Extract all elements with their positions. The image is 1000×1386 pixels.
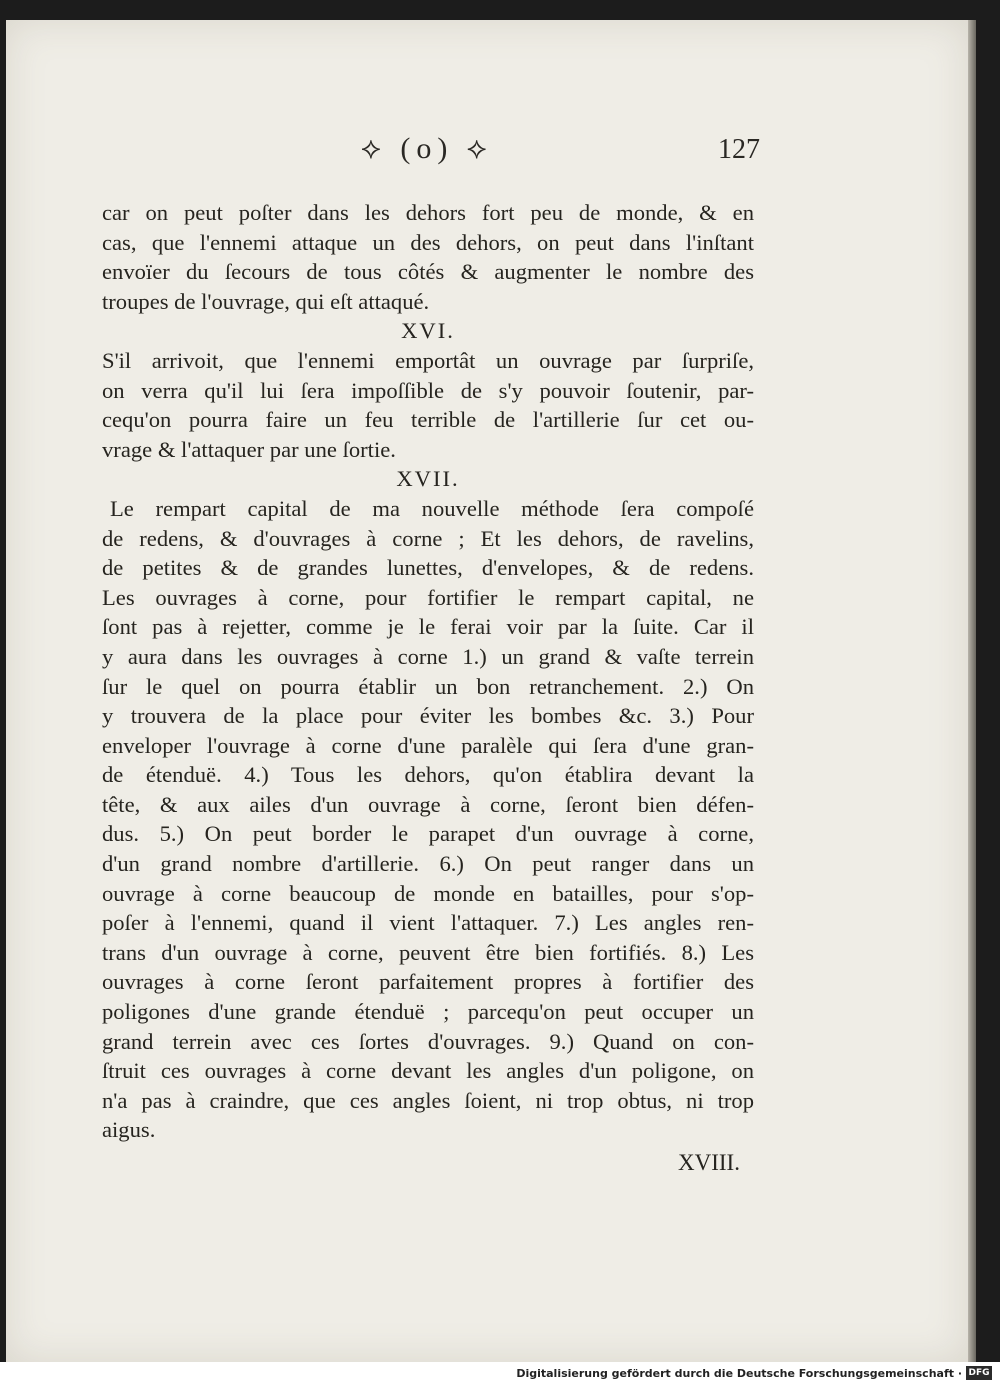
text-line: Les ouvrages à corne, pour fortifier le rempart capital, ne	[102, 584, 754, 610]
page-edge	[968, 20, 976, 1362]
text-line: n'a pas à craindre, que ces angles ſoient, ni trop obtus, ni trop	[102, 1087, 754, 1113]
text-line: tête, & aux ailes d'un ouvrage à corne, ſeront bien défen-	[102, 791, 754, 817]
text-line: y aura dans les ouvrages à corne 1.) un grand & vaſte terrein	[102, 643, 754, 669]
text-line: poligones d'une grande étenduë ; parcequ'on peut occuper un	[102, 999, 754, 1025]
text-line: troupes de l'ouvrage, qui eſt attaqué.	[102, 288, 430, 314]
text-line: ſur le quel on pourra établir un bon retranchement. 2.) On	[102, 673, 754, 699]
text-line: cas, que l'ennemi attaque un des dehors, on peut dans l'inſtant	[102, 229, 754, 255]
text-line: ſont pas à rejetter, comme je le ferai voir par la ſuite. Car il	[102, 614, 754, 640]
header-ornament: ⟡ (o) ⟡	[361, 132, 493, 165]
paragraph-3	[102, 494, 754, 1145]
funding-credit: Digitalisierung gefördert durch die Deutsche Forschungsgemeinschaft ·	[516, 1367, 962, 1380]
text-line: d'un grand nombre d'artillerie. 6.) On peut ranger dans un	[102, 851, 754, 877]
text-line: ouvrages à corne ſeront parfaitement propres à fortifier des	[102, 969, 754, 995]
text-line: car on peut poſter dans les dehors fort peu de monde, & en	[102, 200, 754, 225]
text-line: enveloper l'ouvrage à corne d'une paralèle qui ſera d'une gran-	[102, 732, 754, 758]
text-line: dus. 5.) On peut border le parapet d'un ouvrage à corne,	[102, 821, 754, 847]
text-line: de étenduë. 4.) Tous les dehors, qu'on établira devant la	[102, 762, 754, 788]
text-line: S'il arrivoit, que l'ennemi emportât un ouvrage par ſurpriſe,	[102, 347, 754, 373]
body-text	[102, 198, 754, 1145]
page-number: 127	[718, 134, 760, 165]
text-line: ouvrage à corne beaucoup de monde en batailles, pour s'op-	[102, 880, 754, 906]
catchword: XVIII.	[678, 1150, 740, 1175]
text-line: poſer à l'ennemi, quand il vient l'attaquer. 7.) Les angles ren-	[102, 910, 754, 936]
text-line: trans d'un ouvrage à corne, peuvent être bien fortifiés. 8.) Les	[102, 939, 754, 965]
paragraph-1	[102, 198, 754, 316]
paragraph-2	[102, 346, 754, 464]
section-heading-xvi: XVI.	[401, 318, 455, 344]
text-line: grand terrein avec ces ſortes d'ouvrages. 9.) Quand on con-	[102, 1028, 754, 1054]
text-line: de redens, & d'ouvrages à corne ; Et les dehors, de ravelins,	[102, 525, 754, 551]
text-line: aigus.	[102, 1117, 156, 1143]
book-page	[6, 20, 968, 1362]
running-header	[6, 132, 968, 172]
text-line: vrage & l'attaquer par une ſortie.	[102, 436, 396, 462]
section-heading-xvii: XVII.	[396, 466, 460, 492]
text-line: Le rempart capital de ma nouvelle méthode ſera compoſé	[110, 495, 754, 521]
text-line: de petites & de grandes lunettes, d'envelopes, & de redens.	[102, 555, 754, 581]
text-line: ſtruit ces ouvrages à corne devant les angles d'un poligone, on	[102, 1058, 754, 1084]
text-line: cequ'on pourra faire un feu terrible de l'artillerie ſur cet ou-	[102, 407, 754, 433]
digitization-footer	[0, 1362, 1000, 1386]
text-line: y trouvera de la place pour éviter les bombes &c. 3.) Pour	[102, 703, 754, 729]
dfg-logo: DFG	[966, 1366, 992, 1380]
text-line: on verra qu'il lui ſera impoſſible de s'y pouvoir ſoutenir, par-	[102, 377, 754, 403]
text-line: envoïer du ſecours de tous côtés & augmenter le nombre des	[102, 259, 754, 285]
